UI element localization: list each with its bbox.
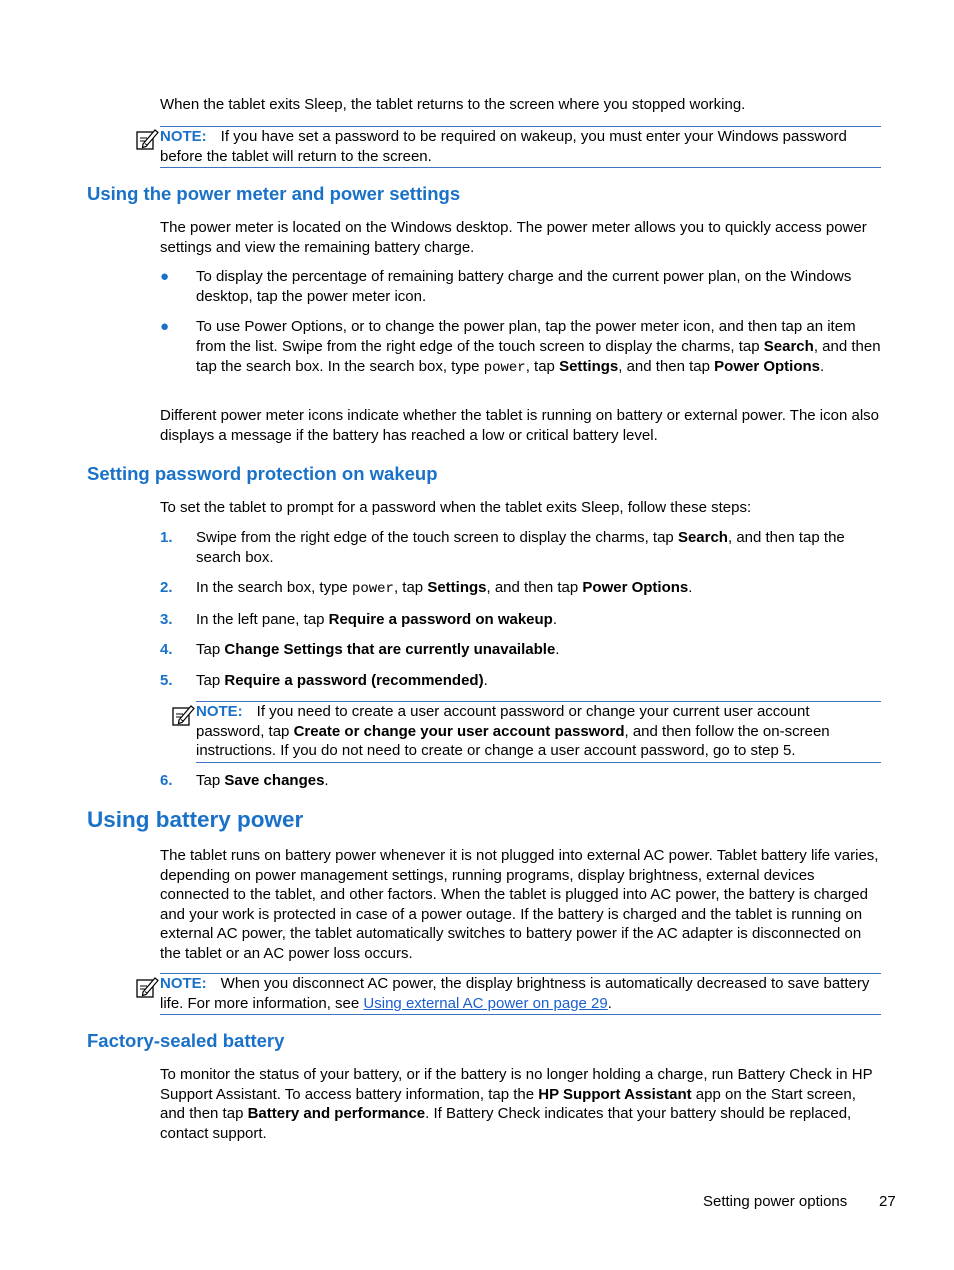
note-pencil-icon: [135, 975, 159, 999]
factory-paragraph: To monitor the status of your battery, or if the battery is no longer holding a charge, run Battery Check in HP Support Assistant. To access battery information, tap the HP Support Assistant app on the Start screen, and then tap Battery and performance. If Battery Check indicates that your battery should be replaced, contact support.: [160, 1066, 873, 1142]
step-number: 4.: [160, 641, 173, 658]
section-heading-factory-sealed: Factory-sealed battery: [87, 1030, 285, 1051]
note-text: If you have set a password to be required on wakeup, you must enter your Windows password before the tablet will return to the screen.: [160, 128, 847, 165]
note-label: NOTE:: [196, 703, 243, 720]
page-number: 27: [879, 1193, 896, 1210]
step-item: Swipe from the right edge of the touch screen to display the charms, tap Search, and then tap the search box.: [196, 529, 845, 566]
bullet-item: To use Power Options, or to change the power plan, tap the power meter icon, and then tap an item from the list. Swipe from the right edge of the touch screen to display the charms, tap Search, and then tap the search box. In the search box, type power, tap Settings, and then tap Power Options.: [196, 318, 881, 376]
step-number: 2.: [160, 579, 173, 596]
bullet-item: To display the percentage of remaining battery charge and the current power plan, on the Windows desktop, tap the power meter icon.: [196, 268, 852, 305]
section-heading-battery: Using battery power: [87, 807, 304, 832]
footer-section-title: Setting power options: [703, 1193, 848, 1210]
step-item: In the left pane, tap Require a password on wakeup.: [196, 611, 558, 628]
step-number: 3.: [160, 611, 173, 628]
note-box: [196, 701, 881, 763]
bullet-marker: ●: [160, 268, 170, 285]
step-item: Tap Require a password (recommended).: [196, 672, 488, 689]
note-label: NOTE:: [160, 128, 207, 145]
password-intro: To set the tablet to prompt for a password when the tablet exits Sleep, follow these steps:: [160, 499, 752, 516]
note-box: [160, 126, 881, 168]
step-number: 5.: [160, 672, 173, 689]
battery-paragraph: The tablet runs on battery power whenever it is not plugged into external AC power. Tablet battery life varies, depending on power management settings, running programs, display brightness, external devices connected to the tablet, and other factors. When the tablet is plugged into AC power, the battery is charged and your work is protected in case of a power outage. If the battery is charged and the tablet is running on external AC power, the tablet automatically switches to battery power if the AC adapter is disconnected on the tablet or an AC power loss occurs.: [160, 847, 879, 962]
step-item: Tap Save changes.: [196, 772, 329, 789]
step-number: 6.: [160, 772, 173, 789]
step-item: In the search box, type power, tap Settings, and then tap Power Options.: [196, 579, 693, 597]
step-item: Tap Change Settings that are currently unavailable.: [196, 641, 560, 658]
note-label: NOTE:: [160, 975, 207, 992]
note-text: If you need to create a user account password or change your current user account password, tap Create or change your user account password, and then follow the on-screen instructions. If you do not need to create or change a user account password, go to step 5.: [196, 703, 830, 759]
note-text: When you disconnect AC power, the display brightness is automatically decreased to save battery life. For more information, see Using external AC power on page 29.: [160, 975, 870, 1012]
note-pencil-icon: [135, 127, 159, 151]
cross-reference-link[interactable]: Using external AC power on page 29: [363, 994, 608, 1012]
note-pencil-icon: [171, 703, 195, 727]
section-heading-power-meter: Using the power meter and power settings: [87, 183, 461, 204]
section-heading-password: Setting password protection on wakeup: [87, 463, 438, 484]
bullet-marker: ●: [160, 318, 170, 335]
intro-paragraph: When the tablet exits Sleep, the tablet returns to the screen where you stopped working.: [160, 96, 746, 113]
step-number: 1.: [160, 529, 173, 546]
note-box: [160, 973, 881, 1015]
power-meter-outro: Different power meter icons indicate whether the tablet is running on battery or external power. The icon also displays a message if the battery has reached a low or critical battery level.: [160, 407, 880, 444]
power-meter-intro: The power meter is located on the Windows desktop. The power meter allows you to quickly access power settings and view the remaining battery charge.: [160, 219, 867, 256]
